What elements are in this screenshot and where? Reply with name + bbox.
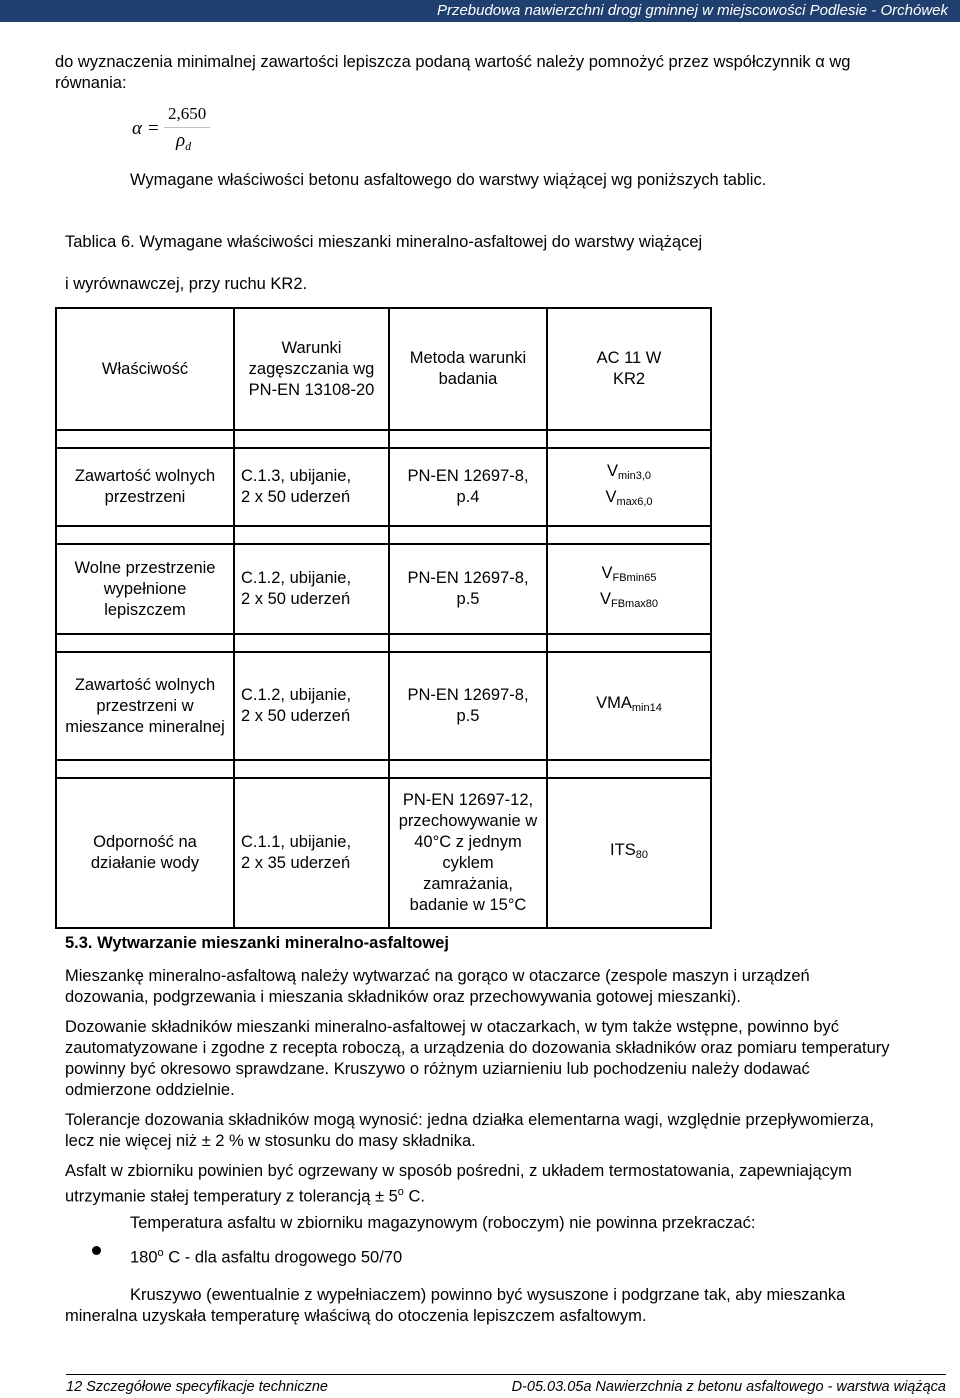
row-conditions: C.1.3, ubijanie, 2 x 50 uderzeń <box>234 448 389 526</box>
row-conditions: C.1.1, ubijanie, 2 x 35 uderzeń <box>234 778 389 928</box>
table-header-row <box>56 308 711 430</box>
row-value: $ITS_{80}$ <box>547 778 711 928</box>
paragraph-mixing: Mieszankę mineralno-asfaltową należy wytwarzać na gorąco w otaczarce (zespole maszyn i urządzeń dozowania, podgrzewania i mieszania składników oraz przechowywania gotowej mieszanki). <box>65 967 810 1006</box>
running-header: Przebudowa nawierzchni drogi gminnej w miejscowości Podlesie - Orchówek <box>0 0 960 22</box>
row-method: PN-EN 12697-12, przechowywanie w 40°C z jednym cyklem zamrażania, badanie w 15°C <box>389 778 547 928</box>
bullet-icon <box>92 1246 101 1255</box>
row-value: $V_{FBmin65}$ $V_{FBmax80}$ <box>547 544 711 634</box>
row-property: Zawartość wolnych przestrzeni <box>56 448 234 526</box>
paragraph-asphalt-heating: Asfalt w zbiorniku powinien być ogrzewany w sposób pośredni, z układem termostatowania, zapewniającym utrzymanie stałej temperatury z tolerancją ± $5^o$ C. <box>65 1162 852 1206</box>
footer-right: D-05.03.05a Nawierzchnia z betonu asfaltowego - warstwa wiążąca <box>511 1379 946 1395</box>
fraction-line <box>164 127 210 128</box>
paragraph-aggregate: Kruszywo (ewentualnie z wypełniaczem) powinno być wysuszone i podgrzane tak, aby mieszanka mineralna uzyskała temperaturę właściwą do otoczenia lepiszczem asfaltowym. <box>65 1286 846 1325</box>
table-row <box>56 652 711 760</box>
header-mix-type: AC 11 W <box>596 349 662 367</box>
row-property: Zawartość wolnych przestrzeni w mieszance mineralnej <box>56 652 234 760</box>
header-method: Metoda warunki badania <box>389 308 547 430</box>
row-value: $VMA_{min14}$ <box>547 652 711 760</box>
temperature-intro: Temperatura asfaltu w zbiorniku magazynowym (roboczym) nie powinna przekraczać: <box>130 1214 756 1232</box>
row-method: PN-EN 12697-8, p.4 <box>389 448 547 526</box>
table-row <box>56 778 711 928</box>
row-conditions: C.1.2, ubijanie, 2 x 50 uderzeń <box>234 652 389 760</box>
bullet-item: 180$^o$ C - dla asfaltu drogowego 50/70 <box>130 1247 403 1267</box>
table-row <box>56 544 711 634</box>
header-property: Właściwość <box>56 308 234 430</box>
row-value: $V_{min3,0}$ $V_{max6,0}$ <box>547 448 711 526</box>
footer-left: 12 Szczegółowe specyfikacje techniczne <box>66 1379 328 1395</box>
row-property: Odporność na działanie wody <box>56 778 234 928</box>
header-mix <box>547 308 711 430</box>
formula-numerator: 2,650 <box>168 104 207 123</box>
row-conditions: C.1.2, ubijanie, 2 x 50 uderzeń <box>234 544 389 634</box>
formula-denominator: $\rho_d$ <box>176 130 192 153</box>
paragraph-tolerance: Tolerancje dozowania składników mogą wynosić: jedna działka elementarna wagi, względnie przepływomierza, lecz nie więcej niż ± 2 % w stosunku do masy składnika. <box>65 1111 874 1150</box>
intro-paragraph: do wyznaczenia minimalnej zawartości lepiszcza podaną wartość należy pomnożyć przez współczynnik α wg równania: <box>55 53 851 92</box>
table-caption-line-2: i wyrównawczej, przy ruchu KR2. <box>65 275 308 293</box>
footer-rule <box>66 1374 946 1375</box>
header-traffic: KR2 <box>612 370 646 388</box>
table-caption-line-1: Tablica 6. Wymagane właściwości mieszanki mineralno-asfaltowej do warstwy wiążącej <box>65 233 703 251</box>
formula-lhs: α = <box>132 118 160 139</box>
row-method: PN-EN 12697-8, p.5 <box>389 544 547 634</box>
section-title: 5.3. Wytwarzanie mieszanki mineralno-asfaltowej <box>65 934 449 952</box>
header-conditions: Warunki zagęszczania wg PN-EN 13108-20 <box>234 308 389 430</box>
table-row <box>56 448 711 526</box>
row-property: Wolne przestrzenie wypełnione lepiszczem <box>56 544 234 634</box>
paragraph-dosing: Dozowanie składników mieszanki mineralno-asfaltowej w otaczarkach, w tym także wstępne, powinno być zautomatyzowane i zgodne z recepta roboczą, a urządzenia do dozowania składników oraz pomiaru temperatury powinny być okresowo sprawdzane. Kruszywo o różnym uziarnieniu lub pochodzeniu należy dodawać odmierzone oddzielnie. <box>65 1018 890 1099</box>
row-method: PN-EN 12697-8, p.5 <box>389 652 547 760</box>
table-intro: Wymagane właściwości betonu asfaltowego do warstwy wiążącej wg poniższych tablic. <box>130 171 767 189</box>
properties-table <box>55 307 712 929</box>
